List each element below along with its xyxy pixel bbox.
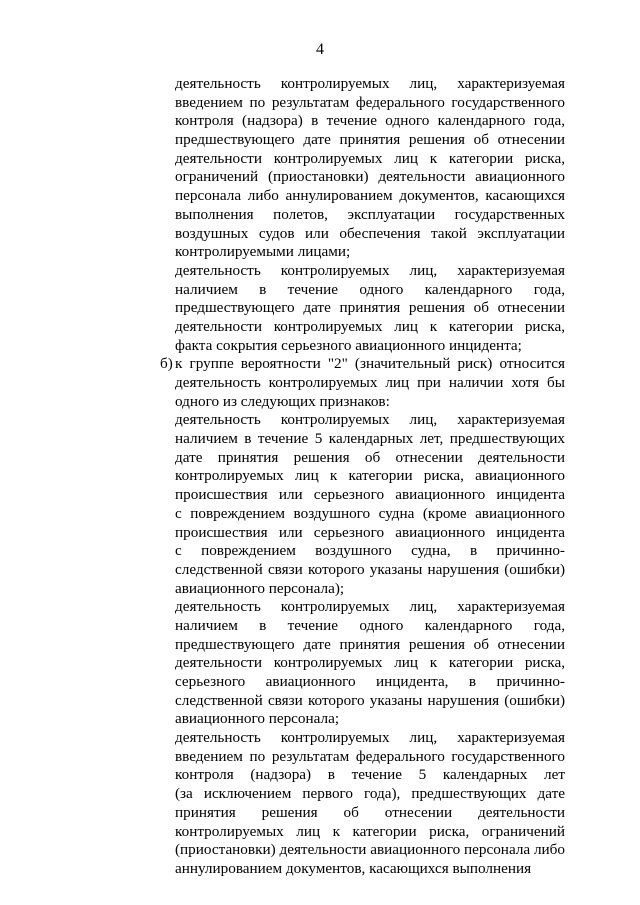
text-line: контроля (надзора) в течение одного календарного года, (175, 112, 565, 130)
text-line: введением по результатам федерального государственного (175, 747, 565, 765)
text-line: (приостановки) деятельности авиационного персонала либо (175, 841, 565, 859)
text-line: серьезного авиационного инцидента, в причинно- (175, 673, 565, 690)
document-body (160, 75, 565, 879)
text-line: деятельность контролируемых лиц, характеризуемая (175, 261, 565, 279)
text-line: наличием в течение 5 календарных лет, предшествующих (175, 430, 565, 448)
text-line: выполнения полетов, эксплуатации государственных (175, 205, 565, 223)
paragraph (175, 729, 565, 879)
paragraph (175, 411, 565, 598)
text-line: следственной связи которого указаны нарушения (ошибки) (175, 691, 565, 709)
text-line: следственной связи которого указаны нарушения (ошибки) (175, 560, 565, 578)
text-line: наличием в течение одного календарного года, (175, 616, 565, 634)
paragraph (160, 355, 565, 411)
text-line: контролируемыми лицами; (175, 243, 351, 261)
text-line: происшествия или серьезного авиационного инцидента (175, 523, 565, 541)
text-line: воздушных судов или обеспечения такой эксплуатации (175, 224, 565, 242)
text-line: деятельности контролируемых лиц к категории риска, (175, 654, 565, 672)
text-line: деятельности контролируемых лиц к категории риска, (175, 317, 565, 335)
text-line: деятельность контролируемых лиц, характеризуемая (175, 75, 565, 92)
text-line: контроля (надзора) в течение 5 календарных лет (175, 766, 565, 784)
list-item-marker: б) (160, 355, 173, 373)
paragraph (175, 75, 565, 262)
text-line: контролируемых лиц к категории риска, авиационного (175, 467, 565, 485)
text-line: одного из следующих признаков: (175, 392, 390, 410)
page-number: 4 (316, 41, 324, 58)
text-line: дате принятия решения об отнесении деятельности (175, 448, 565, 466)
text-line: аннулированием документов, касающихся выполнения (175, 859, 532, 877)
text-line: с повреждением воздушного судна (кроме авиационного (175, 504, 565, 522)
text-line: контролируемых лиц к категории риска, ограничений (175, 822, 565, 840)
text-line: к группе вероятности "2" (значительный риск) относится (175, 355, 565, 373)
text-line: деятельность контролируемых лиц при наличии хотя бы (175, 374, 565, 391)
text-line: наличием в течение одного календарного года, (175, 280, 565, 298)
text-line: предшествующего дате принятия решения об отнесении (175, 635, 565, 653)
text-line: происшествия или серьезного авиационного инцидента (175, 486, 565, 504)
text-line: авиационного персонала; (175, 710, 340, 728)
text-line: факта сокрытия серьезного авиационного инцидента; (175, 336, 522, 354)
text-line: (за исключением первого года), предшествующих дате (175, 785, 565, 803)
text-line: ограничений (приостановки) деятельности авиационного (175, 168, 565, 186)
text-line: персонала либо аннулированием документов, касающихся (175, 187, 565, 205)
text-line: деятельности контролируемых лиц к категории риска, (175, 149, 565, 167)
text-line: предшествующего дате принятия решения об отнесении (175, 299, 565, 317)
text-line: введением по результатам федерального государственного (175, 93, 565, 111)
text-line: принятия решения об отнесении деятельности (175, 803, 565, 821)
paragraph (175, 598, 565, 729)
text-line: авиационного персонала); (175, 579, 345, 597)
text-line: деятельность контролируемых лиц, характеризуемая (175, 411, 565, 429)
text-line: деятельность контролируемых лиц, характеризуемая (175, 598, 565, 616)
paragraph (175, 262, 565, 355)
text-line: с повреждением воздушного судна, в причинно- (175, 542, 565, 560)
text-line: деятельность контролируемых лиц, характеризуемая (175, 729, 565, 747)
text-line: предшествующего дате принятия решения об отнесении (175, 131, 565, 149)
